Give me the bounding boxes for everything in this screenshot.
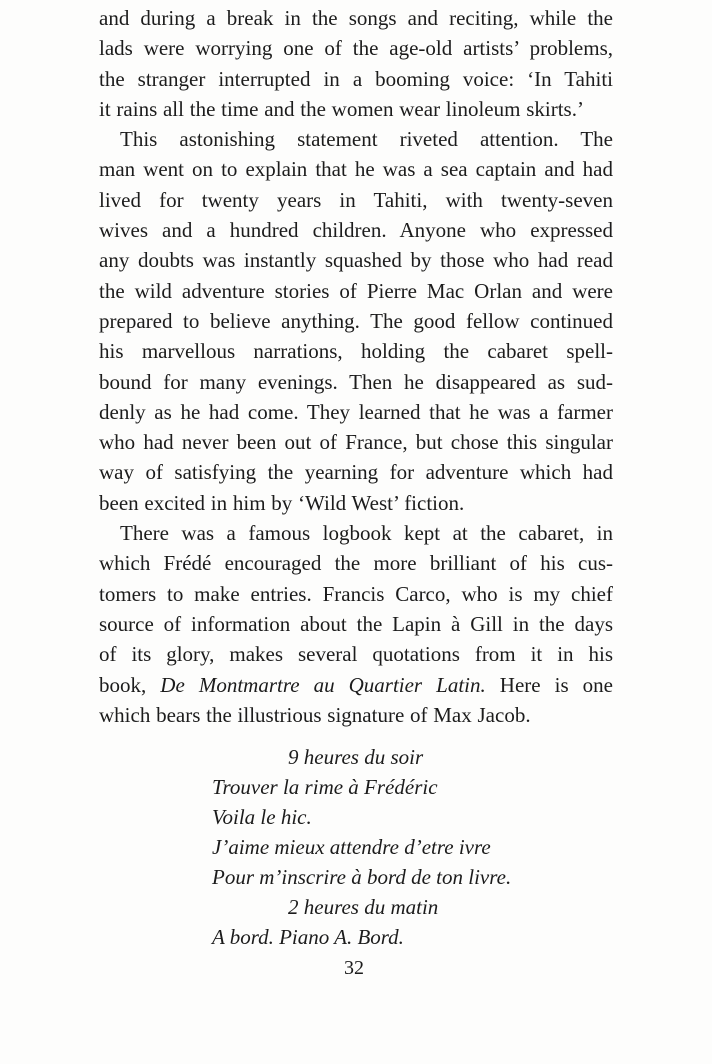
- text-line: There was a famous logbook kept at the cabaret, in: [120, 521, 613, 546]
- text-line-book-title: [99, 670, 613, 700]
- book-line-suffix: Here is one: [485, 672, 613, 697]
- page-number: [0, 955, 712, 981]
- poem-verse-line: Pour m’inscrire à bord de ton livre.: [212, 865, 512, 889]
- text-line: his marvellous narrations, holding the cabaret spell-: [99, 339, 613, 364]
- text-line: any doubts was instantly squashed by those who had read: [99, 248, 613, 273]
- poem-verse-line: Voila le hic.: [212, 805, 312, 829]
- text-line: way of satisfying the yearning for adventure which had: [99, 460, 613, 485]
- text-line: lived for twenty years in Tahiti, with twenty-seven: [99, 187, 613, 212]
- poem-time-heading: 9 heures du soir: [288, 745, 424, 769]
- poem-verse-line: J’aime mieux attendre d’etre ivre: [212, 835, 491, 859]
- text-line: tomers to make entries. Francis Carco, who is my chief: [99, 581, 613, 606]
- poem-verse-line: Trouver la rime à Frédéric: [212, 775, 438, 799]
- text-line: it rains all the time and the women wear linoleum skirts.’: [99, 96, 584, 121]
- text-line: which Frédé encouraged the more brilliant of his cus-: [99, 551, 613, 576]
- book-title: De Montmartre au Quartier Latin.: [160, 672, 486, 697]
- poem: [0, 742, 712, 952]
- book-line-prefix: book,: [99, 672, 161, 697]
- text-line: man went on to explain that he was a sea captain and had: [99, 157, 613, 182]
- text-line: lads were worrying one of the age-old artists’ problems,: [99, 36, 613, 61]
- body-text: [99, 3, 613, 730]
- text-line: the stranger interrupted in a booming voice: ‘In Tahiti: [99, 66, 613, 91]
- text-line: wives and a hundred children. Anyone who expressed: [99, 218, 613, 243]
- text-line: source of information about the Lapin à Gill in the days: [99, 611, 613, 636]
- text-line: denly as he had come. They learned that he was a farmer: [99, 399, 613, 424]
- text-line: the wild adventure stories of Pierre Mac Orlan and were: [99, 278, 613, 303]
- text-line: of its glory, makes several quotations from it in his: [99, 642, 613, 667]
- text-line: been excited in him by ‘Wild West’ fiction.: [99, 490, 465, 515]
- text-line: This astonishing statement riveted attention. The: [120, 127, 613, 152]
- text-line: prepared to believe anything. The good fellow continued: [99, 308, 613, 333]
- text-line: bound for many evenings. Then he disappeared as sud-: [99, 369, 613, 394]
- text-line: and during a break in the songs and reciting, while the: [99, 6, 613, 30]
- page-number-text: 32: [344, 957, 364, 979]
- text-line: who had never been out of France, but chose this singular: [99, 430, 613, 455]
- text-line: which bears the illustrious signature of Max Jacob.: [99, 702, 531, 727]
- poem-time-heading: 2 heures du matin: [288, 895, 439, 919]
- poem-verse-line: A bord. Piano A. Bord.: [212, 925, 404, 949]
